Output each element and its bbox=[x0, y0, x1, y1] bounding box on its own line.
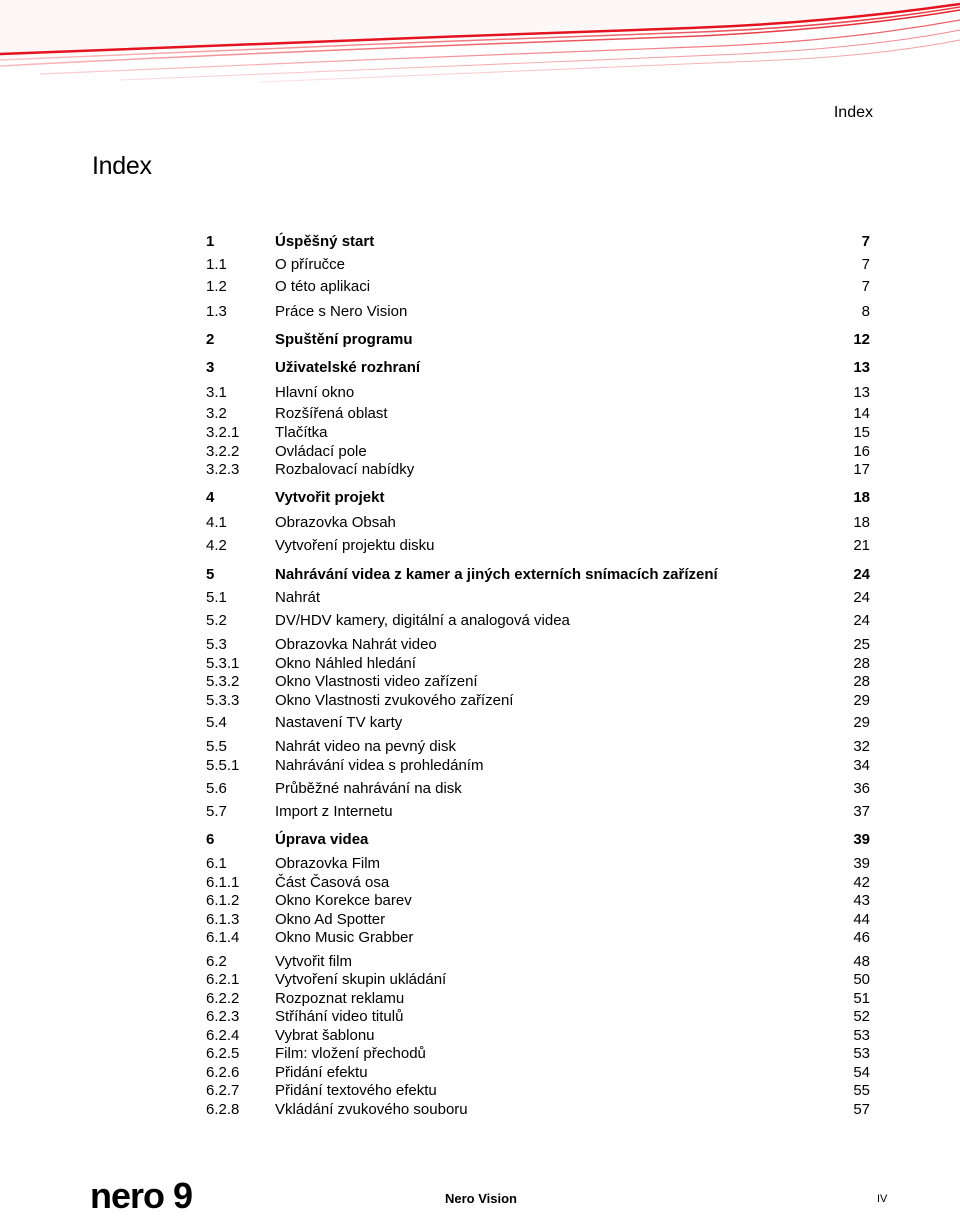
toc-entry-page: 51 bbox=[853, 990, 870, 1007]
toc-entry[interactable] bbox=[206, 891, 870, 911]
toc-entry[interactable] bbox=[206, 302, 870, 322]
toc-entry[interactable] bbox=[206, 756, 870, 776]
toc-entry[interactable] bbox=[206, 277, 870, 297]
toc-entry[interactable] bbox=[206, 513, 870, 533]
toc-entry-number: 2 bbox=[206, 331, 215, 348]
toc-entry-page: 39 bbox=[853, 831, 870, 848]
toc-entry-page: 43 bbox=[853, 892, 870, 909]
toc-entry-title: Obrazovka Nahrát video bbox=[275, 636, 437, 653]
toc-entry-number: 1.2 bbox=[206, 278, 227, 295]
toc-entry[interactable] bbox=[206, 989, 870, 1009]
toc-entry-page: 28 bbox=[853, 673, 870, 690]
toc-entry-title: Tlačítka bbox=[275, 424, 328, 441]
toc-entry-number: 4 bbox=[206, 489, 215, 506]
toc-entry-number: 5.4 bbox=[206, 714, 227, 731]
toc-entry-title: Nastavení TV karty bbox=[275, 714, 403, 731]
toc-entry-number: 5.5 bbox=[206, 738, 227, 755]
toc-entry-page: 53 bbox=[853, 1027, 870, 1044]
toc-chapter-entry[interactable] bbox=[206, 488, 870, 508]
toc-entry-number: 5.3.2 bbox=[206, 673, 240, 690]
toc-entry-number: 6.2.6 bbox=[206, 1064, 240, 1081]
toc-entry-title: Nahrávání videa z kamer a jiných externích snímacích zařízení bbox=[275, 566, 718, 583]
toc-entry-number: 1.1 bbox=[206, 256, 227, 273]
toc-entry-page: 42 bbox=[853, 874, 870, 891]
toc-entry-title: Úprava videa bbox=[275, 831, 369, 848]
toc-entry-title: Část Časová osa bbox=[275, 874, 390, 891]
toc-entry-page: 36 bbox=[853, 780, 870, 797]
toc-entry-page: 18 bbox=[853, 514, 870, 531]
toc-entry-page: 57 bbox=[853, 1101, 870, 1118]
toc-entry-title: Přidání textového efektu bbox=[275, 1082, 437, 1099]
toc-entry-page: 25 bbox=[853, 636, 870, 653]
toc-entry[interactable] bbox=[206, 737, 870, 757]
toc-entry-title: Nahrát bbox=[275, 589, 321, 606]
toc-entry-number: 5.3.3 bbox=[206, 692, 240, 709]
toc-entry-number: 6.2.4 bbox=[206, 1027, 240, 1044]
toc-entry-number: 3 bbox=[206, 359, 215, 376]
toc-entry-title: Rozbalovací nabídky bbox=[275, 461, 415, 478]
toc-entry-page: 54 bbox=[853, 1064, 870, 1081]
toc-entry-title: Rozšířená oblast bbox=[275, 405, 388, 422]
toc-entry-page: 37 bbox=[853, 803, 870, 820]
footer-page-number: IV bbox=[877, 1193, 888, 1205]
toc-entry[interactable] bbox=[206, 635, 870, 655]
toc-entry[interactable] bbox=[206, 1044, 870, 1064]
toc-entry-page: 46 bbox=[853, 929, 870, 946]
toc-entry-page: 16 bbox=[853, 443, 870, 460]
toc-entry-title: Okno Korekce barev bbox=[275, 892, 412, 909]
toc-entry-page: 7 bbox=[861, 256, 870, 273]
toc-entry[interactable] bbox=[206, 1100, 870, 1120]
toc-entry-number: 6.2.8 bbox=[206, 1101, 240, 1118]
toc-entry-page: 44 bbox=[853, 911, 870, 928]
toc-entry-number: 6.1.3 bbox=[206, 911, 240, 928]
toc-entry-title: Stříhání video titulů bbox=[275, 1008, 404, 1025]
toc-chapter-entry[interactable] bbox=[206, 330, 870, 350]
toc-entry[interactable] bbox=[206, 654, 870, 674]
toc-entry-title: Úspěšný start bbox=[275, 233, 375, 250]
toc-entry-title: Hlavní okno bbox=[275, 384, 355, 401]
toc-entry-number: 6.1.1 bbox=[206, 874, 240, 891]
toc-entry[interactable] bbox=[206, 672, 870, 692]
toc-entry[interactable] bbox=[206, 442, 870, 462]
toc-entry-page: 15 bbox=[853, 424, 870, 441]
toc-entry-page: 34 bbox=[853, 757, 870, 774]
toc-entry[interactable] bbox=[206, 873, 870, 893]
toc-entry-title: Okno Vlastnosti video zařízení bbox=[275, 673, 478, 690]
toc-entry-title: Vkládání zvukového souboru bbox=[275, 1101, 468, 1118]
toc-entry-page: 24 bbox=[853, 566, 870, 583]
toc-entry-number: 6.2.1 bbox=[206, 971, 240, 988]
toc-entry[interactable] bbox=[206, 970, 870, 990]
footer-product-name: Nero Vision bbox=[445, 1191, 518, 1206]
toc-entry-number: 5.3.1 bbox=[206, 655, 240, 672]
toc-entry[interactable] bbox=[206, 536, 870, 556]
toc-entry-title: Vytvořit projekt bbox=[275, 489, 385, 506]
toc-entry-title: Okno Ad Spotter bbox=[275, 911, 386, 928]
toc-chapter-entry[interactable] bbox=[206, 358, 870, 378]
toc-entry-title: Obrazovka Obsah bbox=[275, 514, 396, 531]
toc-entry[interactable] bbox=[206, 404, 870, 424]
toc-entry-page: 13 bbox=[853, 359, 870, 376]
toc-entry-title: Ovládací pole bbox=[275, 443, 367, 460]
toc-entry[interactable] bbox=[206, 713, 870, 733]
toc-entry-page: 17 bbox=[853, 461, 870, 478]
toc-entry-number: 4.1 bbox=[206, 514, 227, 531]
toc-entry-title: Obrazovka Film bbox=[275, 855, 381, 872]
toc-entry-page: 50 bbox=[853, 971, 870, 988]
toc-entry-title: Spuštění programu bbox=[275, 331, 413, 348]
header-swoosh-graphic bbox=[0, 0, 960, 110]
toc-entry[interactable] bbox=[206, 691, 870, 711]
toc-entry-page: 53 bbox=[853, 1045, 870, 1062]
toc-entry-number: 6.1 bbox=[206, 855, 227, 872]
toc-entry-number: 3.2.1 bbox=[206, 424, 240, 441]
toc-entry-number: 5.3 bbox=[206, 636, 227, 653]
toc-entry-number: 5 bbox=[206, 566, 215, 583]
toc-entry-page: 21 bbox=[853, 537, 870, 554]
toc-entry-number: 5.1 bbox=[206, 589, 227, 606]
toc-entry[interactable] bbox=[206, 928, 870, 948]
toc-entry-title: Přidání efektu bbox=[275, 1064, 368, 1081]
toc-entry-page: 24 bbox=[853, 589, 870, 606]
toc-entry[interactable] bbox=[206, 1081, 870, 1101]
toc-entry-title: Vytvoření projektu disku bbox=[275, 537, 435, 554]
toc-entry-page: 24 bbox=[853, 612, 870, 629]
toc-entry-number: 3.1 bbox=[206, 384, 227, 401]
toc-entry-page: 29 bbox=[853, 692, 870, 709]
toc-entry-number: 5.5.1 bbox=[206, 757, 240, 774]
toc-entry[interactable] bbox=[206, 1026, 870, 1046]
toc-entry-title: O této aplikaci bbox=[275, 278, 371, 295]
toc-entry-page: 7 bbox=[861, 278, 870, 295]
toc-entry-page: 13 bbox=[853, 384, 870, 401]
toc-entry-title: Okno Vlastnosti zvukového zařízení bbox=[275, 692, 514, 709]
toc-entry-page: 52 bbox=[853, 1008, 870, 1025]
toc-entry-page: 28 bbox=[853, 655, 870, 672]
toc-entry-title: Okno Náhled hledání bbox=[275, 655, 416, 672]
toc-entry-number: 6.2.5 bbox=[206, 1045, 240, 1062]
toc-entry[interactable] bbox=[206, 423, 870, 443]
toc-entry-page: 29 bbox=[853, 714, 870, 731]
toc-entry[interactable] bbox=[206, 779, 870, 799]
toc-entry[interactable] bbox=[206, 460, 870, 480]
toc-entry[interactable] bbox=[206, 1063, 870, 1083]
toc-entry-number: 6.1.2 bbox=[206, 892, 240, 909]
toc-entry-title: Import z Internetu bbox=[275, 803, 393, 820]
toc-entry-title: Práce s Nero Vision bbox=[275, 303, 408, 320]
toc-entry-title: Film: vložení přechodů bbox=[275, 1045, 426, 1062]
toc-entry-title: DV/HDV kamery, digitální a analogová videa bbox=[275, 612, 570, 629]
toc-entry[interactable] bbox=[206, 952, 870, 972]
toc-entry-number: 3.2.2 bbox=[206, 443, 240, 460]
toc-entry-page: 12 bbox=[853, 331, 870, 348]
toc-entry-page: 8 bbox=[861, 303, 870, 320]
toc-entry-number: 5.2 bbox=[206, 612, 227, 629]
toc-entry[interactable] bbox=[206, 255, 870, 275]
toc-entry-number: 6.2.3 bbox=[206, 1008, 240, 1025]
toc-entry-title: Rozpoznat reklamu bbox=[275, 990, 405, 1007]
toc-entry-number: 3.2.3 bbox=[206, 461, 240, 478]
toc-entry-number: 5.6 bbox=[206, 780, 227, 797]
toc-chapter-entry[interactable] bbox=[206, 232, 870, 252]
toc-entry-title: Nahrát video na pevný disk bbox=[275, 738, 456, 755]
toc-entry-number: 6.1.4 bbox=[206, 929, 240, 946]
nero-logo-text: nero 9 bbox=[90, 1175, 193, 1216]
toc-entry-page: 14 bbox=[853, 405, 870, 422]
toc-entry[interactable] bbox=[206, 611, 870, 631]
toc-entry-number: 4.2 bbox=[206, 537, 227, 554]
running-header-label: Index bbox=[833, 104, 873, 121]
nero-logo bbox=[90, 1172, 230, 1224]
toc-entry-title: O příručce bbox=[275, 256, 346, 273]
toc-entry[interactable] bbox=[206, 1007, 870, 1027]
toc-entry-title: Vytvoření skupin ukládání bbox=[275, 971, 447, 988]
toc-entry-title: Uživatelské rozhraní bbox=[275, 359, 421, 376]
toc-entry[interactable] bbox=[206, 910, 870, 930]
toc-entry-title: Nahrávání videa s prohledáním bbox=[275, 757, 484, 774]
toc-entry-page: 48 bbox=[853, 953, 870, 970]
toc-entry[interactable] bbox=[206, 588, 870, 608]
toc-entry[interactable] bbox=[206, 802, 870, 822]
toc-entry-page: 32 bbox=[853, 738, 870, 755]
toc-entry[interactable] bbox=[206, 383, 870, 403]
toc-entry-number: 3.2 bbox=[206, 405, 227, 422]
toc-entry-number: 1 bbox=[206, 233, 215, 250]
toc-entry-number: 6.2.2 bbox=[206, 990, 240, 1007]
toc-entry[interactable] bbox=[206, 854, 870, 874]
toc-entry-page: 18 bbox=[853, 489, 870, 506]
toc-entry-page: 39 bbox=[853, 855, 870, 872]
toc-entry-title: Vybrat šablonu bbox=[275, 1027, 375, 1044]
toc-entry-page: 7 bbox=[861, 233, 870, 250]
toc-chapter-entry[interactable] bbox=[206, 565, 870, 585]
toc-entry-title: Průběžné nahrávání na disk bbox=[275, 780, 462, 797]
page-title: Index bbox=[92, 152, 152, 180]
toc-entry-title: Okno Music Grabber bbox=[275, 929, 414, 946]
toc-entry-number: 6.2 bbox=[206, 953, 227, 970]
toc-entry-number: 5.7 bbox=[206, 803, 227, 820]
toc-entry-title: Vytvořit film bbox=[275, 953, 352, 970]
toc-entry-page: 55 bbox=[853, 1082, 870, 1099]
toc-entry-number: 6 bbox=[206, 831, 215, 848]
toc-chapter-entry[interactable] bbox=[206, 830, 870, 850]
toc-entry-number: 1.3 bbox=[206, 303, 227, 320]
toc-entry-number: 6.2.7 bbox=[206, 1082, 240, 1099]
